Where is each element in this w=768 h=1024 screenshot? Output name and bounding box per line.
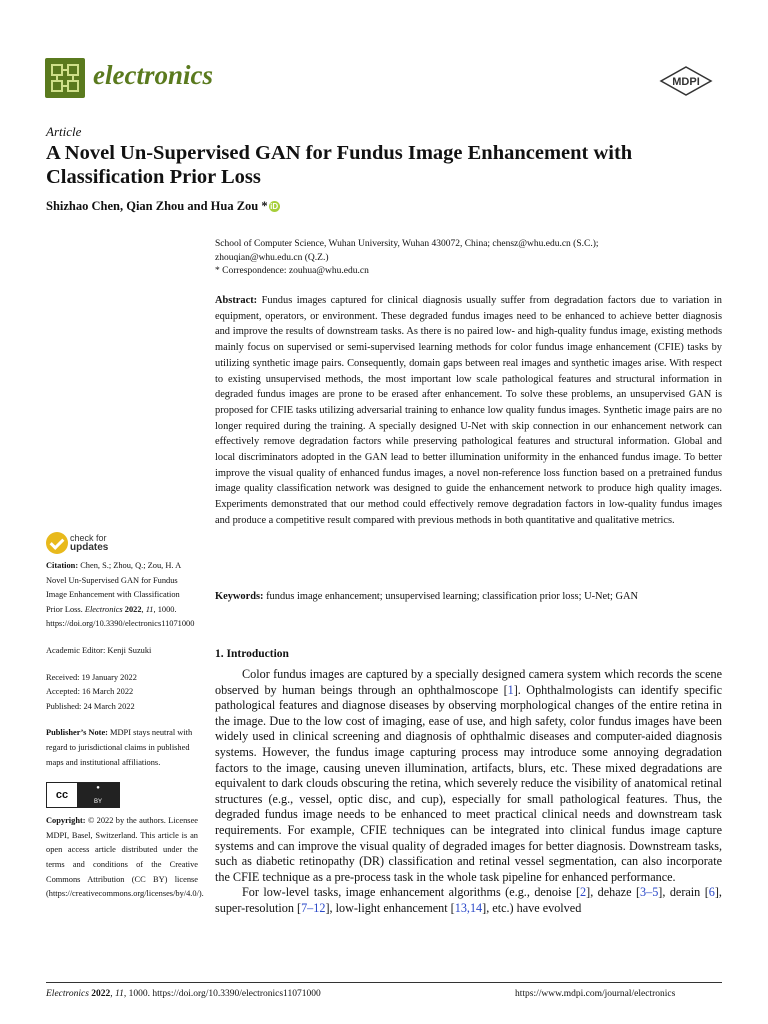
accepted-date: Accepted: 16 March 2022 xyxy=(46,687,134,697)
authors-text: Shizhao Chen, Qian Zhou and Hua Zou * xyxy=(46,199,268,213)
keywords xyxy=(215,589,722,604)
reference-link[interactable]: 6 xyxy=(708,885,715,900)
check-line2: updates xyxy=(70,542,109,553)
copyright-label: Copyright: xyxy=(46,816,86,826)
footer-year: 2022 xyxy=(91,989,111,999)
text-run: ], super-resolution [ xyxy=(215,885,722,915)
reference-link[interactable]: 1 xyxy=(507,682,514,697)
text-run: Color fundus images are captured by a specially designed camera system which records the scene observed by human beings through an ophthalmoscope [ xyxy=(215,667,722,697)
body-text xyxy=(215,667,722,917)
by-label: BY xyxy=(93,799,102,806)
paragraph-1 xyxy=(215,667,722,885)
publisher-note-label: Publisher’s Note: xyxy=(46,728,108,738)
citation-text: Chen, S.; Zhou, Q.; Zou, H. A Novel Un-Supervised GAN for Fundus Image Enhancement with Classification Prior Loss. xyxy=(46,561,181,614)
text-run: For low-level tasks, image enhancement algorithms (e.g., denoise [ xyxy=(242,885,581,900)
affiliation-line-1: School of Computer Science, Wuhan University, Wuhan 430072, China; chensz@whu.edu.cn (S.C.); xyxy=(215,239,599,249)
copyright xyxy=(46,814,204,902)
journal-name: electronics xyxy=(93,60,213,90)
footer-rule xyxy=(46,982,722,983)
checkmark-icon xyxy=(46,532,68,554)
academic-editor: Academic Editor: Kenji Suzuki xyxy=(46,645,152,655)
citation: Citation: Chen, S.; Zhou, Q.; Zou, H. A Novel Un-Supervised GAN for Fundus Image Enhancement with Classification Prior Loss. Electronics 2022, 11, 1000. https://doi.org/10.3390/electronics11071000 xyxy=(46,561,195,629)
text-run: ], dehaze [ xyxy=(586,885,640,900)
reference-link[interactable]: 3–5 xyxy=(640,885,659,900)
article-type: Article xyxy=(46,124,82,139)
paragraph-2 xyxy=(215,885,722,916)
keywords-text: fundus image enhancement; unsupervised learning; classification prior loss; U-Net; GAN xyxy=(266,591,639,602)
text-run: ]. Ophthalmologists can identify specific pathological features and diagnose diseases by observing morphological changes of the entire retina in the image. Due to the low cost of imaging, ease of use, and high safety, color fundus images have been widely used in clinical screening and diagnosis of ophthalmic diseases and computer-aided diagnosis systems. However, the fundus image capturing process may introduce some annoying degradation factors to the image, causing uneven illumination, artifacts, blurs, etc. These mixed degradations are equivalent to dark clouds obscuring the retina, which severely reduce the visibility of anatomical retinal structures (e.g., vessel, optic disc, and cup), especially for small pathological features. Thus, the degraded fundus image needs to be enhanced to meet practical clinical needs and downstream task requirements. For example, CFIE techniques can be integrated into clinical fundus image capture systems and can improve the visual quality of degraded images for better diagnosis. Downstream tasks, such as diabetic retinopathy (DR) classification and retinal vessel segmentation, can also incorporate the CFIE technique as a pre-process task in the whole task pipeline for enhanced performance. xyxy=(215,682,722,884)
text-run: ], low-light enhancement [ xyxy=(325,900,455,915)
reference-link[interactable]: 13,14 xyxy=(454,900,483,915)
citation-journal: Electronics xyxy=(84,604,123,614)
author-list xyxy=(46,199,280,214)
section-heading: 1. Introduction xyxy=(215,648,289,660)
received-date: Received: 19 January 2022 xyxy=(46,672,137,682)
publisher-note xyxy=(46,726,198,770)
correspondence-line: * Correspondence: zouhua@whu.edu.cn xyxy=(215,266,369,276)
citation-volume: 11 xyxy=(145,604,154,614)
journal-logo-icon xyxy=(45,58,85,98)
citation-year: 2022 xyxy=(124,604,142,614)
cc-icon: cc xyxy=(47,783,77,807)
person-icon: ● xyxy=(96,784,100,791)
footer-doi-link[interactable]: , 1000. https://doi.org/10.3390/electronics11071000 xyxy=(123,989,321,999)
footer-volume: 11 xyxy=(115,989,124,999)
copyright-text: © 2022 by the authors. Licensee MDPI, Basel, Switzerland. This article is an open access article distributed under the terms and conditions of the Creative Commons Attribution (CC BY) license (https://creativecommons.org/licenses/by/4.0/). xyxy=(46,816,204,899)
publisher-logo xyxy=(659,66,713,96)
citation-doi[interactable]: , 1000. https://doi.org/10.3390/electronics11071000 xyxy=(46,604,195,629)
footer-journal: Electronics xyxy=(46,989,89,999)
text-run: ], etc.) have evolved xyxy=(482,900,582,915)
keywords-label: Keywords: xyxy=(215,591,264,602)
footer-citation: Electronics 2022, 11, 1000. https://doi.org/10.3390/electronics11071000 xyxy=(46,989,321,999)
reference-link[interactable]: 2 xyxy=(580,885,587,900)
publisher-logo-text: MDPI xyxy=(672,76,700,88)
paper-title: A Novel Un-Supervised GAN for Fundus Image Enhancement with Classification Prior Loss xyxy=(46,142,633,188)
by-icon xyxy=(77,783,119,807)
text-run: ], derain [ xyxy=(658,885,709,900)
abstract-label: Abstract: xyxy=(215,295,258,306)
abstract xyxy=(215,293,722,529)
footer-journal-url[interactable]: https://www.mdpi.com/journal/electronics xyxy=(515,989,676,999)
orcid-icon[interactable]: iD xyxy=(270,202,279,211)
abstract-text: Fundus images captured for clinical diagnosis usually suffer from degradation factors due to variation in equipment, operators, or environment. These degraded fundus images need to be enhanced to achieve better diagnosis and improve the results of downstream tasks. As there is no paired low- and high-quality fundus image, existing methods mainly focus on supervised or semi-supervised learning methods for color fundus image enhancement (CFIE) tasks by utilizing synthetic image pairs. Consequently, domain gaps between real images and synthetic images arise. With respect to existing unsupervised methods, the most important low scale pathological features and structural information in degraded fundus images are prone to be erased after enhancement. To solve these problems, an unsupervised GAN is proposed for CFIE tasks utilizing adversarial training to enhance low quality fundus images. Synthetic image pairs are no longer required during the training. A specially designed U-Net with skip connection in our enhancement network can effectively remove degradation factors while preserving pathological features and structural information. Global and local discriminators adopted in the GAN lead to better illumination uniformity in the enhanced fundus image. To better improve the visual quality of enhanced fundus images, a novel non-reference loss function based on a pretrained fundus image quality classification network was designed to guide the enhancement network to produce high quality images. Experiments demonstrated that our method could effectively remove degradation factors in low-quality fundus images and produce a competitive result compared with previous methods in both quantitative and qualitative metrics. xyxy=(215,295,722,526)
affiliations xyxy=(215,238,735,279)
check-line1: check for xyxy=(70,533,107,543)
cc-by-license-icon[interactable] xyxy=(46,782,120,808)
sidebar-metadata xyxy=(46,559,204,902)
published-date: Published: 24 March 2022 xyxy=(46,701,135,711)
citation-label: Citation: xyxy=(46,561,79,570)
reference-link[interactable]: 7–12 xyxy=(301,900,326,915)
publisher-note-text: MDPI stays neutral with regard to jurisdictional claims in published maps and institutional affiliations. xyxy=(46,728,193,767)
affiliation-line-2: zhouqian@whu.edu.cn (Q.Z.) xyxy=(215,252,329,263)
